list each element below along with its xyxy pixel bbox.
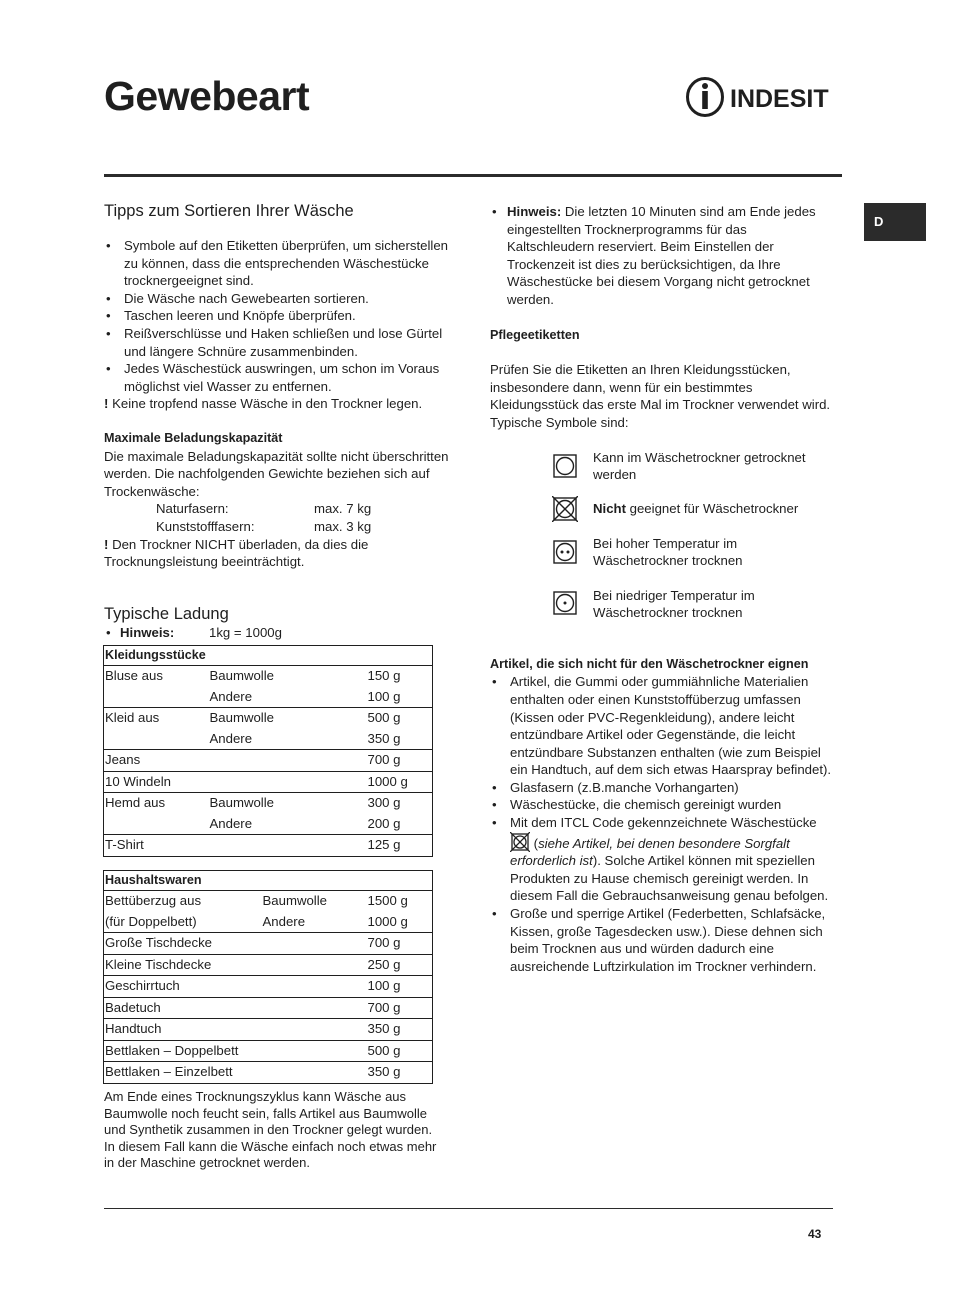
weight-cell: 1000 g (367, 773, 408, 789)
weight-cell: 150 g (367, 668, 401, 683)
table-row (104, 997, 433, 1019)
sort-warning-text: Keine tropfend nasse Wäsche in den Trockner legen. (112, 396, 423, 412)
item-cell: Badetuch (105, 999, 161, 1015)
list-item: • Symbole auf den Etiketten überprüfen, um sicherstellen zu können, dass die entsprechenden Wäschestücke trocknergeeignet sind. (104, 237, 449, 290)
item-cell: Hemd aus (105, 795, 166, 810)
item-cell: Große Tischdecke (105, 935, 213, 950)
item-cell (104, 687, 209, 708)
table-row (104, 1019, 433, 1041)
table-row (104, 976, 433, 998)
list-item: • Taschen leeren und Knöpfe überprüfen. (104, 307, 449, 325)
list-item: • Mit dem ITCL Code gekennzeichnete Wäschestücke (siehe Artikel, bei denen besondere Sorgfalt erforderlich ist). Solche Artikel können mit speziellen Produkten zu Hause chemisch gereinigt werden. In diesem Fall die Gebrauchsanweisung genau befolgen. (490, 814, 835, 905)
language-tab: D (864, 203, 926, 241)
item-cell: Bettlaken – Doppelbett (105, 1042, 239, 1058)
hint-label: Hinweis: (507, 204, 562, 219)
type-cell: Andere (209, 688, 253, 704)
weight-cell: 350 g (367, 730, 401, 746)
type-cell (262, 976, 367, 998)
tumble-dry-high-icon (553, 540, 577, 564)
symbol-text: Bei hoher Temperatur im Wäschetrockner trocknen (593, 535, 743, 569)
itcl-text-after: ). Solche Artikel können mit speziellen Produkten zu Hause chemisch gereinigt werden. In diesem Fall die Gebrauchsanweisung genau befolgen. (510, 853, 829, 904)
type-cell (209, 771, 367, 793)
type-cell: Andere (262, 913, 306, 929)
type-cell (262, 1019, 367, 1041)
load-note-value: 1kg = 1000g (209, 624, 282, 640)
table-row (104, 687, 433, 708)
type-cell (209, 750, 367, 772)
symbol-text-bold: Nicht (593, 500, 626, 516)
page-title: Gewebeart (104, 73, 310, 119)
weight-cell: 100 g (367, 978, 401, 993)
load-note-item (104, 624, 449, 642)
capacity-row (156, 500, 449, 518)
weight-cell: 250 g (367, 956, 401, 972)
symbol-row (553, 587, 835, 622)
item-cell: Kleine Tischdecke (105, 956, 212, 972)
hint-text: Die letzten 10 Minuten sind am Ende jedes eingestellten Trocknerprogramms für das Kaltschleudern reserviert. Beim Einstellen der Trockenzeit ist dies zu berücksichtigen, da Ihre Wäschestücke bei diesem Vorgang nicht getrocknet werden. (507, 204, 816, 307)
item-cell: T-Shirt (105, 837, 144, 852)
capacity-text: Die maximale Beladungskapazität sollte nicht überschritten werden. Die nachfolgenden Gewichte beziehen sich auf Trockenwäsche: (104, 448, 449, 499)
type-cell (262, 997, 367, 1019)
list-item: • Die Wäsche nach Gewebearten sortieren. (104, 290, 449, 308)
do-not-tumble-dry-icon (552, 496, 578, 522)
type-cell (262, 1062, 367, 1084)
type-cell: Baumwolle (209, 668, 275, 683)
table-row (104, 954, 433, 976)
tumble-dry-icon (553, 454, 577, 478)
item-cell (104, 729, 209, 750)
warning-icon: ! (104, 536, 109, 552)
table-row (104, 835, 433, 857)
brand-wordmark: INDESIT (730, 85, 829, 113)
item-cell: Bluse aus (105, 668, 163, 683)
weight-cell: 100 g (367, 688, 401, 704)
table-row (104, 891, 433, 912)
itcl-code-icon (510, 832, 530, 852)
symbol-text-rest: geeignet für Wäschetrockner (625, 500, 799, 516)
list-item: • Große und sperrige Artikel (Federbetten, Schlafsäcke, Kissen, große Tagesdecken usw.). Diese dehnen sich beim Trocknen aus und würden dadurch eine ausreichende Luftzirkulation im Trockner verhindern. (490, 905, 835, 975)
item-cell: Geschirrtuch (105, 978, 180, 993)
weight-cell: 1000 g (367, 913, 408, 929)
table-row (104, 771, 433, 793)
symbol-text (593, 500, 798, 518)
weight-cell: 500 g (367, 710, 401, 725)
left-column (104, 201, 449, 641)
symbol-row (553, 449, 835, 500)
unsuitable-heading: Artikel, die sich nicht für den Wäschetrockner eignen (490, 656, 809, 671)
capacity-warning-text: Den Trockner NICHT überladen, da dies die Trocknungsleistung beeinträchtigt. (104, 536, 369, 570)
load-footer-text: Am Ende eines Trocknungszyklus kann Wäsche aus Baumwolle noch feucht sein, falls Artikel aus Baumwolle und Synthetik zusammen in den Trockner gelegt wurden. In diesem Fall kann die Wäsche einfach noch etwas mehr in der Maschine getrocknet werden. (104, 1089, 437, 1170)
itcl-text: Mit dem ITCL Code gekennzeichnete Wäschestücke (510, 815, 817, 831)
warning-icon: ! (104, 396, 109, 412)
type-cell: Baumwolle (209, 795, 275, 810)
type-cell (262, 954, 367, 976)
type-cell: Andere (209, 730, 253, 746)
capacity-row (156, 518, 449, 536)
capacity-value: max. 7 kg (314, 501, 372, 517)
table-row (104, 814, 433, 835)
table-row (104, 1040, 433, 1062)
weight-cell: 500 g (367, 1042, 401, 1058)
table-row (104, 708, 433, 729)
weight-cell: 350 g (367, 1064, 401, 1079)
load-heading: Typische Ladung (104, 604, 229, 623)
item-cell: 10 Windeln (105, 773, 171, 789)
capacity-heading: Maximale Beladungskapazität (104, 430, 283, 445)
care-heading: Pflegeetiketten (490, 327, 580, 342)
load-note-label: Hinweis: (120, 624, 175, 640)
load-note (104, 624, 449, 642)
list-item: • Jedes Wäschestück auswringen, um schon im Voraus möglichst viel Wasser zu entfernen. (104, 360, 449, 395)
household-table-header: Haushaltswaren (104, 871, 433, 891)
list-item: • Reißverschlüsse und Haken schließen und lose Gürtel und längere Schnüre zusammenbinden. (104, 325, 449, 360)
table-row (104, 750, 433, 772)
item-cell: Kleid aus (105, 710, 160, 725)
weight-cell: 350 g (367, 1021, 401, 1036)
care-text: Prüfen Sie die Etiketten an Ihren Kleidungsstücken, insbesondere dann, wenn für ein bestimmtes Kleidungsstück das erste Mal im Trockner verwendet wird. Typische Symbole sind: (490, 362, 831, 430)
type-cell (262, 933, 367, 955)
unsuitable-list (490, 673, 835, 975)
capacity-label: Naturfasern: (156, 501, 229, 517)
hint-list (490, 203, 835, 309)
type-cell: Baumwolle (262, 893, 328, 908)
weight-cell: 700 g (367, 999, 401, 1015)
item-cell: Jeans (105, 752, 141, 767)
capacity-warning (104, 536, 449, 571)
itcl-italic-text: siehe Artikel, bei denen besondere Sorgfalt erforderlich ist (510, 835, 790, 869)
symbol-row (553, 500, 835, 535)
table-row (104, 729, 433, 750)
sort-tips-list (104, 237, 449, 395)
capacity-label: Kunststofffasern: (156, 518, 255, 534)
capacity-weights (156, 500, 449, 535)
table-row (104, 1062, 433, 1084)
type-cell: Andere (209, 815, 253, 831)
clothes-table (103, 645, 433, 857)
list-item: • Artikel, die Gummi oder gummiähnliche Materialien enthalten oder einen Kunststoffüberzug umfassen (Kissen oder PVC-Regenkleidung), andere leicht entzündbare Artikel oder Gegenstände, die leicht entzündbare Substanzen enthalten (wie zum Beispiel ein Handtuch, auf dem sich etwas Haarspray befindet). (490, 673, 835, 779)
indesit-logo-icon (685, 76, 845, 118)
top-divider (104, 174, 842, 177)
weight-cell: 700 g (367, 935, 401, 950)
tumble-dry-low-icon (553, 591, 577, 615)
weight-cell: 1500 g (367, 893, 408, 908)
type-cell (209, 835, 367, 857)
weight-cell: 125 g (367, 837, 401, 852)
table-row (104, 793, 433, 814)
symbol-text: Bei niedriger Temperatur im Wäschetrockner trocknen (593, 587, 755, 621)
table-row (104, 933, 433, 955)
hint-item (490, 203, 835, 309)
sort-heading: Tipps zum Sortieren Ihrer Wäsche (104, 202, 354, 220)
sort-warning (104, 395, 449, 413)
item-cell: Handtuch (105, 1021, 162, 1036)
brand-logo (685, 76, 845, 118)
weight-cell: 200 g (367, 815, 401, 831)
weight-cell: 700 g (367, 752, 401, 767)
item-cell: Bettlaken – Einzelbett (105, 1064, 233, 1079)
list-item: • Glasfasern (z.B.manche Vorhangarten) (490, 779, 835, 797)
bottom-divider (104, 1208, 833, 1209)
household-table (103, 870, 433, 1084)
type-cell: Baumwolle (209, 710, 275, 725)
care-symbols (553, 449, 835, 622)
weight-cell: 300 g (367, 795, 401, 810)
table-row (104, 666, 433, 687)
type-cell (262, 1040, 367, 1062)
symbol-row (553, 535, 835, 587)
page-number: 43 (808, 1227, 822, 1241)
symbol-text: Kann im Wäschetrockner getrocknet werden (593, 449, 806, 483)
item-cell: Bettüberzug aus (105, 893, 202, 908)
list-item: • Wäschestücke, die chemisch gereinigt wurden (490, 796, 835, 814)
clothes-table-header: Kleidungsstücke (104, 646, 433, 666)
right-column (490, 203, 835, 975)
item-cell (104, 814, 209, 835)
capacity-value: max. 3 kg (314, 518, 372, 534)
table-row (104, 912, 433, 933)
item-cell: (für Doppelbett) (105, 913, 197, 929)
